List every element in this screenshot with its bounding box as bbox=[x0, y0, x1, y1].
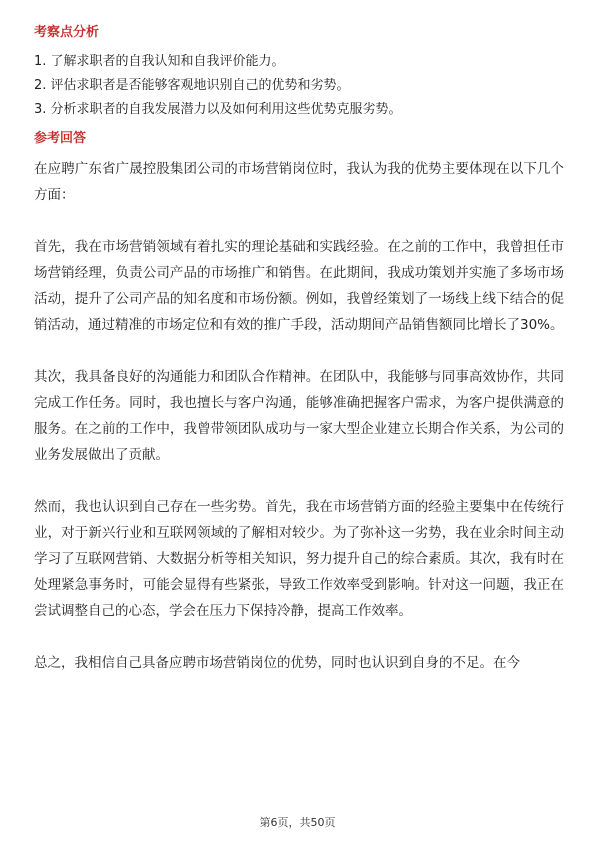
analysis-heading: 考察点分析 bbox=[34, 25, 100, 40]
document-page bbox=[34, 22, 564, 702]
answer-paragraph-strength-2: 其次，我具备良好的沟通能力和团队合作精神。在团队中，我能够与同事高效协作，共同完成工作任务。同时，我也擅长与客户沟通，能够准确把握客户需求，为客户提供满意的服务。在之前的工作中，我曾带领团队成功与一家大型企业建立长期合作关系，为公司的业务发展做出了贡献。 bbox=[34, 369, 564, 463]
answer-heading: 参考回答 bbox=[34, 131, 87, 146]
analysis-item: 2. 评估求职者是否能够客观地识别自己的优势和劣势。 bbox=[34, 78, 350, 93]
analysis-item: 1. 了解求职者的自我认知和自我评价能力。 bbox=[34, 54, 285, 69]
analysis-item: 3. 分析求职者的自我发展潜力以及如何利用这些优势克服劣势。 bbox=[34, 102, 402, 117]
answer-paragraph-conclusion: 总之，我相信自己具备应聘市场营销岗位的优势，同时也认识到自身的不足。在今 bbox=[34, 655, 520, 671]
answer-paragraph-weakness: 然而，我也认识到自己存在一些劣势。首先，我在市场营销方面的经验主要集中在传统行业，对于新兴行业和互联网领域的了解相对较少。为了弥补这一劣势，我在业余时间主动学习了互联网营销、大数据分析等相关知识，努力提升自己的综合素质。其次，我有时在处理紧急事务时，可能会显得有些紧张，导致工作效率受到影响。针对这一问题，我正在尝试调整自己的心态，学会在压力下保持冷静，提高工作效率。 bbox=[34, 499, 564, 619]
page-number-footer: 第6页，共50页 bbox=[259, 816, 336, 829]
answer-paragraph-strength-1: 首先，我在市场营销领域有着扎实的理论基础和实践经验。在之前的工作中，我曾担任市场营销经理，负责公司产品的市场推广和销售。在此期间，我成功策划并实施了多场市场活动，提升了公司产品的知名度和市场份额。例如，我曾经策划了一场线上线下结合的促销活动，通过精准的市场定位和有效的推广手段，活动期间产品销售额同比增长了30%。 bbox=[34, 239, 564, 333]
answer-paragraph-intro: 在应聘广东省广晟控股集团公司的市场营销岗位时，我认为我的优势主要体现在以下几个方面： bbox=[34, 161, 564, 203]
blank-line bbox=[34, 208, 564, 234]
